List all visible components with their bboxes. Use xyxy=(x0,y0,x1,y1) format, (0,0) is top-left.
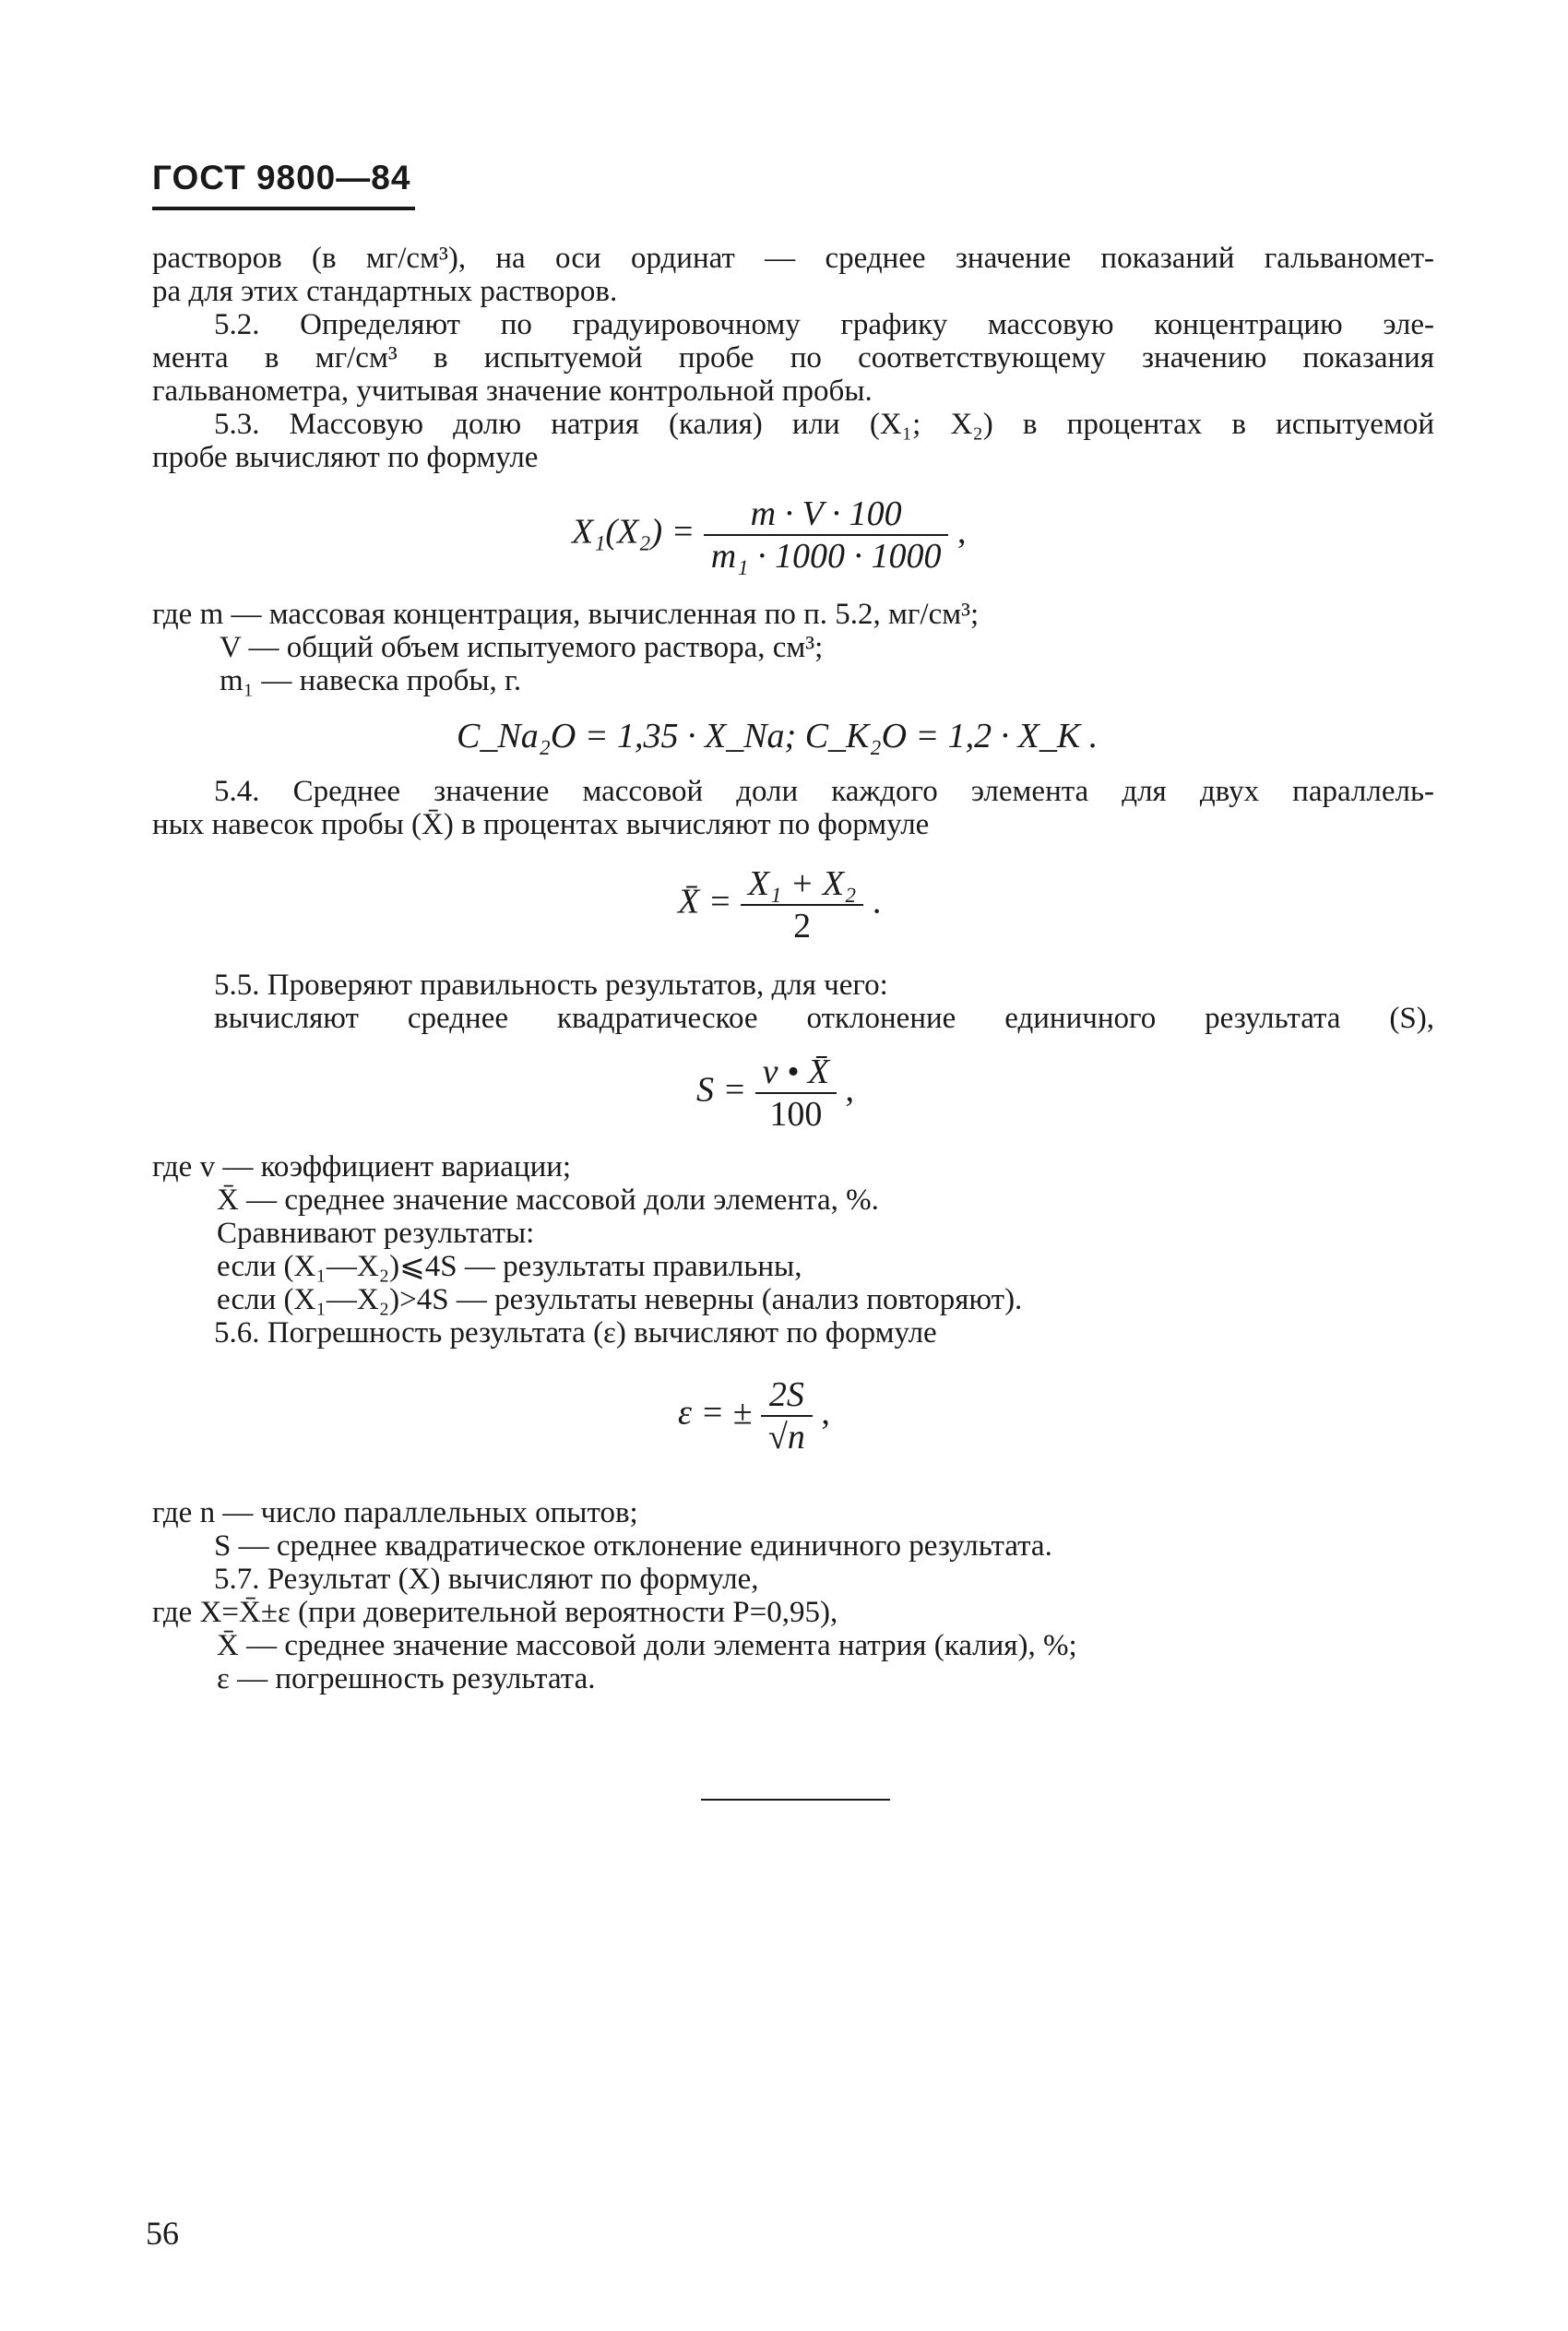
definition-x-mean: X̄ — среднее значение массовой доли элемента, %. xyxy=(217,1183,879,1217)
formula-numerator: 2S xyxy=(768,1375,804,1414)
formula-denominator: 100 xyxy=(755,1092,837,1135)
formula-fraction xyxy=(741,863,864,946)
formula-mass-fraction xyxy=(572,494,966,577)
formula-tail: . xyxy=(872,882,882,922)
result-formula: где X=X̄±ε (при доверительной вероятности P=0,95), xyxy=(152,1596,838,1629)
formula-numerator: v • X̄ xyxy=(762,1053,830,1091)
section-5-4: 5.4. Среднее значение массовой доли каждого элемента для двух параллель- xyxy=(214,775,1434,808)
section-5-6: 5.6. Погрешность результата (ε) вычисляют по формуле xyxy=(214,1316,937,1350)
formula-error xyxy=(678,1374,830,1457)
formula-denominator: 2 xyxy=(741,904,864,946)
definition-s: S — среднее квадратическое отклонение единичного результата. xyxy=(214,1529,1052,1563)
section-5-3: 5.3. Массовую долю натрия (калия) или (X₁; X₂) в процентах в испытуемой xyxy=(214,408,1434,441)
definition-m: где m — массовая концентрация, вычисленная по п. 5.2, мг/см³; xyxy=(152,598,980,631)
condition-incorrect: если (X₁—X₂)>4S — результаты неверны (анализ повторяют). xyxy=(217,1283,1023,1316)
formula-lhs: ε = ± xyxy=(678,1393,753,1433)
definition-x-mean-natrium: X̄ — среднее значение массовой доли элемента натрия (калия), %; xyxy=(217,1629,1077,1662)
formula-oxide-conversion: C_Na₂O = 1,35 · X_Na; C_K₂O = 1,2 · X_K . xyxy=(457,717,1099,755)
formula-numerator: m · V · 100 xyxy=(750,494,902,533)
formula-std-deviation xyxy=(696,1052,854,1135)
section-5-2: 5.2. Определяют по градуировочному графику массовую концентрацию эле- xyxy=(214,308,1434,341)
definition-v: V — общий объем испытуемого раствора, см³; xyxy=(220,631,824,664)
formula-mean xyxy=(678,863,881,946)
formula-denominator: √n xyxy=(761,1415,813,1457)
formula-tail: , xyxy=(956,512,967,552)
formula-lhs: X₁(X₂) = xyxy=(572,512,695,552)
text-line: вычисляют среднее квадратическое отклонение единичного результата (S), xyxy=(214,1002,1434,1035)
section-5-5: 5.5. Проверяют правильность результатов, для чего: xyxy=(214,969,888,1002)
page-header: ГОСТ 9800—84 xyxy=(152,159,411,196)
text-line: ных навесок пробы (X̄) в процентах вычисляют по формуле xyxy=(152,808,930,841)
text-line: мента в мг/см³ в испытуемой пробе по соответствующему значению показания xyxy=(152,341,1434,375)
condition-correct: если (X₁—X₂)⩽4S — результаты правильны, xyxy=(217,1250,802,1283)
formula-numerator: X₁ + X₂ xyxy=(747,864,857,903)
definition-epsilon: ε — погрешность результата. xyxy=(217,1662,596,1695)
section-5-7: 5.7. Результат (X) вычисляют по формуле, xyxy=(214,1563,759,1596)
formula-lhs: S = xyxy=(696,1070,747,1110)
text-line: гальванометра, учитывая значение контрольной пробы. xyxy=(152,375,873,408)
definition-m1: m₁ — навеска пробы, г. xyxy=(220,664,522,697)
formula-tail: , xyxy=(845,1070,855,1110)
end-rule xyxy=(701,1799,890,1801)
definition-v-coef: где v — коэффициент вариации; xyxy=(152,1150,572,1183)
formula-lhs: X̄ = xyxy=(678,882,732,922)
text-line: растворов (в мг/см³), на оси ординат — среднее значение показаний гальваномет- xyxy=(152,242,1434,275)
formula-denominator: m₁ · 1000 · 1000 xyxy=(704,534,949,577)
text-line: ра для этих стандартных растворов. xyxy=(152,275,618,308)
page-number: 56 xyxy=(146,2215,179,2252)
text-line: Сравнивают результаты: xyxy=(217,1217,535,1250)
formula-fraction xyxy=(704,494,949,577)
formula-fraction xyxy=(755,1052,837,1135)
formula-fraction xyxy=(761,1374,813,1457)
text-line: пробе вычисляют по формуле xyxy=(152,441,539,474)
formula-tail: , xyxy=(821,1393,830,1433)
definition-n: где n — число параллельных опытов; xyxy=(152,1496,638,1529)
header-rule xyxy=(152,207,415,210)
